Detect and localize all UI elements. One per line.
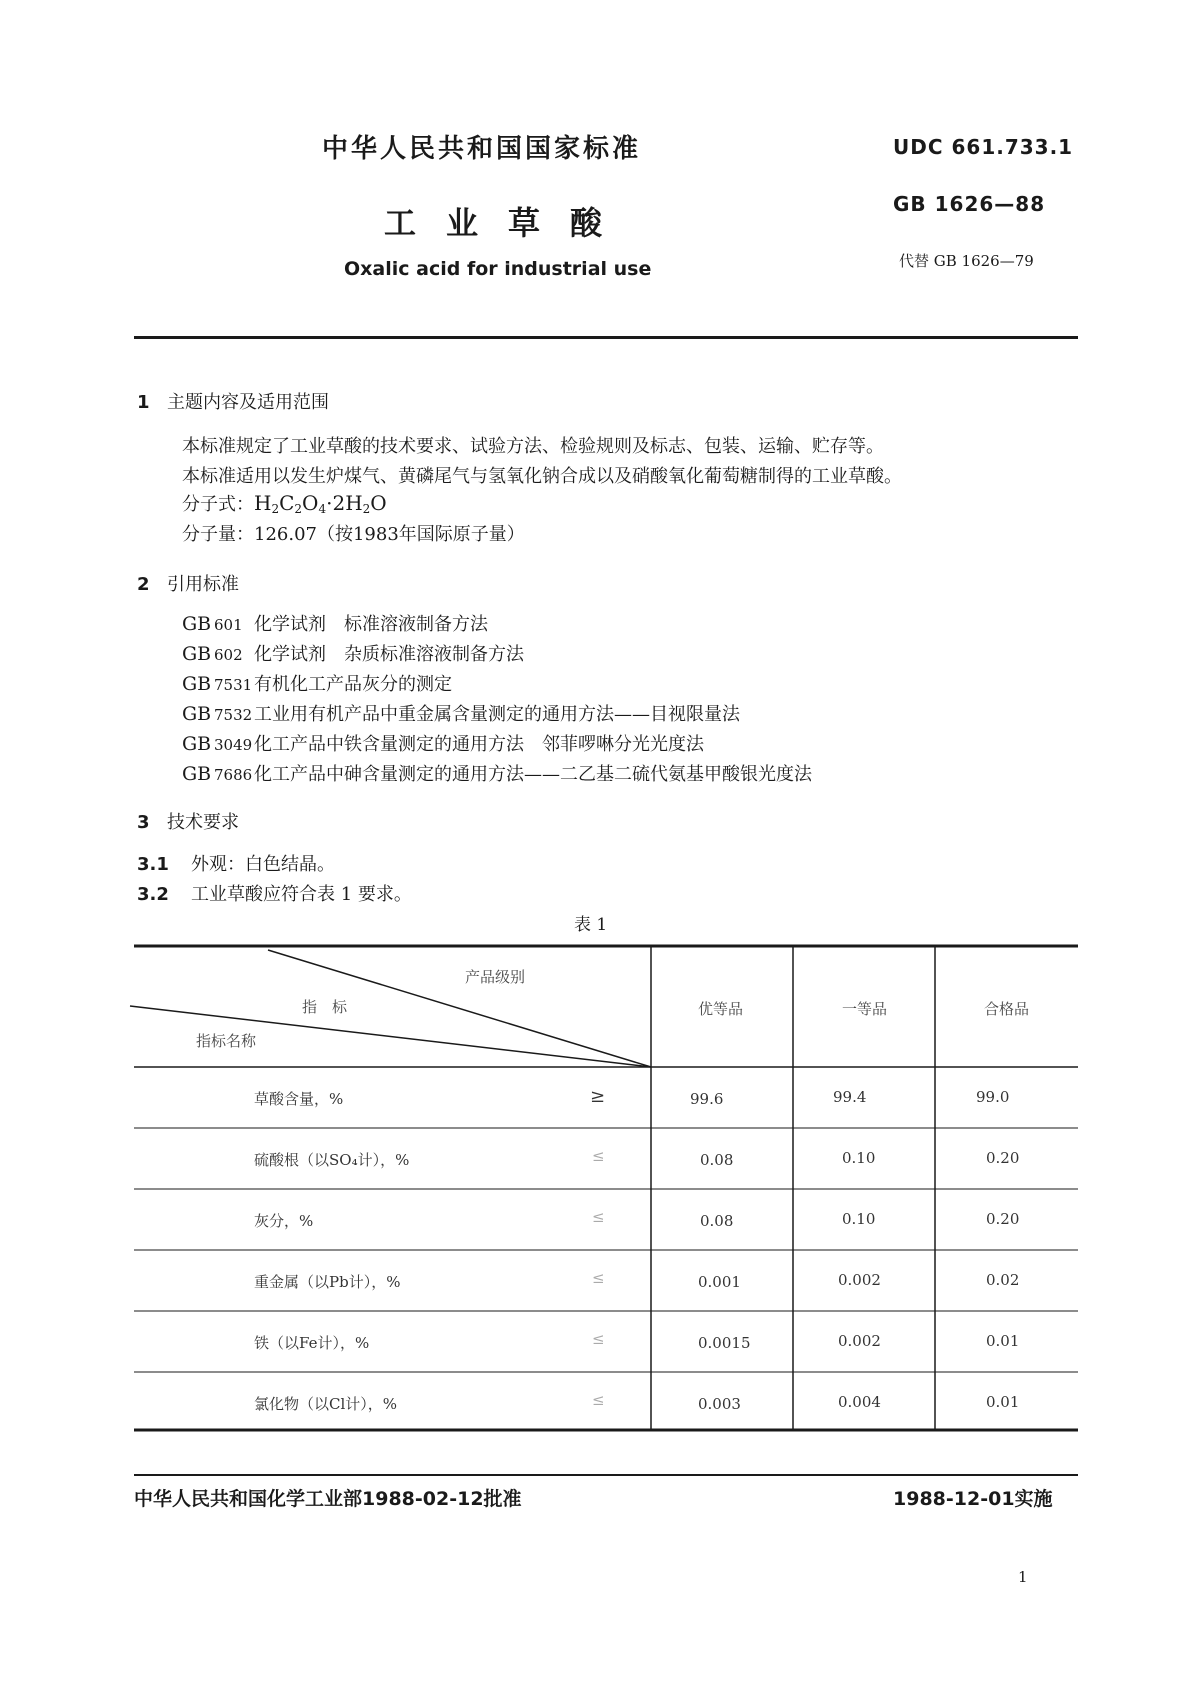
standard-name: 中华人民共和国国家标准 xyxy=(322,134,642,164)
gb-number: GB 1626—88 xyxy=(893,192,1046,216)
replaces-note: 代替 GB 1626—79 xyxy=(899,252,1034,270)
table-cell: 0.003 xyxy=(698,1395,741,1413)
ref-item: GB 7531 有机化工产品灰分的测定 xyxy=(182,673,452,695)
row-operator: ≤ xyxy=(592,1208,605,1226)
table-cell: 0.08 xyxy=(700,1151,734,1169)
formula: $H_2C_2O_4\cdot 2H_2O$ xyxy=(254,491,387,516)
ref-item: GB 3049 化工产品中铁含量测定的通用方法 邻菲啰啉分光光度法 xyxy=(182,733,704,755)
clause-item: 3.2 工业草酸应符合表 1 要求。 xyxy=(137,884,412,905)
table-cell: 0.002 xyxy=(838,1332,881,1350)
column-header: 优等品 xyxy=(698,1000,744,1018)
section-number: 1 xyxy=(137,392,150,413)
table-cell: 0.02 xyxy=(986,1271,1020,1289)
section-title: 引用标准 xyxy=(167,574,239,595)
udc-code: UDC 661.733.1 xyxy=(893,135,1074,159)
ref-item: GB 601 化学试剂 标准溶液制备方法 xyxy=(182,613,488,635)
table-cell: 99.6 xyxy=(690,1090,724,1108)
section-title: 主题内容及适用范围 xyxy=(167,392,329,413)
table-cell: 0.10 xyxy=(842,1210,876,1228)
page-number: 1 xyxy=(1018,1568,1028,1586)
section-title: 技术要求 xyxy=(167,812,239,833)
header-name: 指标名称 xyxy=(196,1032,257,1050)
table-cell: 99.4 xyxy=(833,1088,867,1106)
row-name: 草酸含量，% xyxy=(254,1090,344,1108)
ref-item: GB 7532 工业用有机产品中重金属含量测定的通用方法——目视限量法 xyxy=(182,703,740,725)
table-cell: 0.08 xyxy=(700,1212,734,1230)
title-en: Oxalic acid for industrial use xyxy=(344,258,652,280)
table-cell: 0.002 xyxy=(838,1271,881,1289)
row-name: 灰分，% xyxy=(254,1212,314,1230)
table-cell: 0.01 xyxy=(986,1393,1020,1411)
row-operator: ≤ xyxy=(592,1391,605,1409)
table-cell: 0.10 xyxy=(842,1149,876,1167)
column-header: 合格品 xyxy=(984,1000,1030,1018)
column-header: 一等品 xyxy=(842,1000,888,1018)
table-cell: 0.001 xyxy=(698,1273,741,1291)
paragraph: 本标准规定了工业草酸的技术要求、试验方法、检验规则及标志、包装、运输、贮存等。 xyxy=(182,436,884,457)
ref-item: GB 7686 化工产品中砷含量测定的通用方法——二乙基二硫代氨基甲酸银光度法 xyxy=(182,763,812,785)
table-cell: 0.20 xyxy=(986,1210,1020,1228)
title-cn: 工业草酸 xyxy=(384,204,633,242)
row-operator: ≥ xyxy=(590,1086,606,1107)
table-cell: 0.20 xyxy=(986,1149,1020,1167)
row-name: 硫酸根（以SO₄计），% xyxy=(254,1151,410,1169)
row-operator: ≤ xyxy=(592,1269,605,1287)
section-number: 2 xyxy=(137,574,150,595)
table-cell: 0.0015 xyxy=(698,1334,751,1352)
table-cell: 0.01 xyxy=(986,1332,1020,1350)
footer-rule xyxy=(134,1474,1078,1476)
header-indicator: 指 标 xyxy=(302,998,348,1016)
section-number: 3 xyxy=(137,812,150,833)
clause-item: 3.1 外观：白色结晶。 xyxy=(137,854,335,875)
row-operator: ≤ xyxy=(592,1330,605,1348)
row-name: 氯化物（以Cl计），% xyxy=(254,1395,398,1413)
header-grade: 产品级别 xyxy=(465,968,526,986)
molecular-mass: 分子量：126.07（按1983年国际原子量） xyxy=(182,524,525,545)
effective-date: 1988-12-01实施 xyxy=(893,1488,1053,1510)
row-name: 重金属（以Pb计），% xyxy=(254,1273,401,1291)
row-operator: ≤ xyxy=(592,1147,605,1165)
paragraph: 本标准适用以发生炉煤气、黄磷尾气与氢氧化钠合成以及硝酸氧化葡萄糖制得的工业草酸。 xyxy=(182,466,902,487)
approval-note: 中华人民共和国化学工业部1988-02-12批准 xyxy=(134,1488,522,1510)
formula-label: 分子式： xyxy=(182,494,254,515)
table-cell: 0.004 xyxy=(838,1393,881,1411)
ref-item: GB 602 化学试剂 杂质标准溶液制备方法 xyxy=(182,643,524,665)
table-cell: 99.0 xyxy=(976,1088,1010,1106)
table-caption: 表 1 xyxy=(574,915,608,935)
row-name: 铁（以Fe计），% xyxy=(254,1334,370,1352)
